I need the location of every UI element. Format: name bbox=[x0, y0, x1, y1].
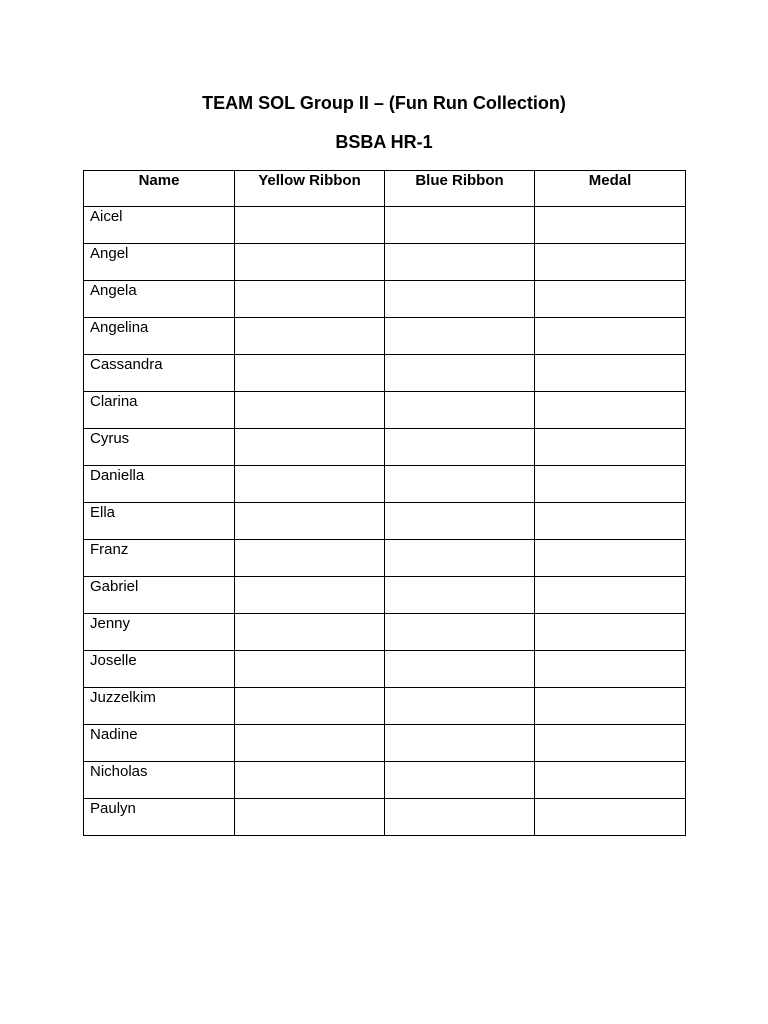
medal-cell bbox=[535, 244, 686, 281]
table-row bbox=[84, 799, 686, 836]
yellow-ribbon-cell bbox=[235, 725, 385, 762]
name-cell: Angela bbox=[84, 281, 235, 318]
name-cell: Clarina bbox=[84, 392, 235, 429]
table-row bbox=[84, 503, 686, 540]
medal-cell bbox=[535, 466, 686, 503]
yellow-ribbon-cell bbox=[235, 281, 385, 318]
yellow-ribbon-cell bbox=[235, 651, 385, 688]
column-header-name: Name bbox=[84, 171, 235, 207]
blue-ribbon-cell bbox=[385, 466, 535, 503]
table-row bbox=[84, 207, 686, 244]
name-cell: Nicholas bbox=[84, 762, 235, 799]
yellow-ribbon-cell bbox=[235, 540, 385, 577]
yellow-ribbon-cell bbox=[235, 429, 385, 466]
medal-cell bbox=[535, 725, 686, 762]
name-cell: Angel bbox=[84, 244, 235, 281]
medal-cell bbox=[535, 429, 686, 466]
name-cell: Jenny bbox=[84, 614, 235, 651]
blue-ribbon-cell bbox=[385, 614, 535, 651]
blue-ribbon-cell bbox=[385, 244, 535, 281]
name-cell: Ella bbox=[84, 503, 235, 540]
blue-ribbon-cell bbox=[385, 762, 535, 799]
blue-ribbon-cell bbox=[385, 355, 535, 392]
yellow-ribbon-cell bbox=[235, 799, 385, 836]
medal-cell bbox=[535, 318, 686, 355]
blue-ribbon-cell bbox=[385, 207, 535, 244]
blue-ribbon-cell bbox=[385, 281, 535, 318]
name-cell: Cassandra bbox=[84, 355, 235, 392]
table-row bbox=[84, 577, 686, 614]
roster-table bbox=[83, 170, 686, 836]
column-header-yellow-ribbon: Yellow Ribbon bbox=[235, 171, 385, 207]
medal-cell bbox=[535, 207, 686, 244]
document-title: TEAM SOL Group II – (Fun Run Collection) bbox=[202, 93, 566, 113]
name-cell: Cyrus bbox=[84, 429, 235, 466]
name-cell: Angelina bbox=[84, 318, 235, 355]
table-row bbox=[84, 466, 686, 503]
medal-cell bbox=[535, 799, 686, 836]
yellow-ribbon-cell bbox=[235, 466, 385, 503]
name-cell: Paulyn bbox=[84, 799, 235, 836]
name-cell: Daniella bbox=[84, 466, 235, 503]
blue-ribbon-cell bbox=[385, 725, 535, 762]
roster-body bbox=[84, 207, 686, 836]
table-row bbox=[84, 688, 686, 725]
yellow-ribbon-cell bbox=[235, 318, 385, 355]
yellow-ribbon-cell bbox=[235, 503, 385, 540]
table-row bbox=[84, 762, 686, 799]
blue-ribbon-cell bbox=[385, 651, 535, 688]
blue-ribbon-cell bbox=[385, 429, 535, 466]
document-subtitle: BSBA HR-1 bbox=[335, 132, 433, 152]
blue-ribbon-cell bbox=[385, 392, 535, 429]
blue-ribbon-cell bbox=[385, 799, 535, 836]
table-row bbox=[84, 392, 686, 429]
name-cell: Aicel bbox=[84, 207, 235, 244]
table-row bbox=[84, 244, 686, 281]
medal-cell bbox=[535, 503, 686, 540]
medal-cell bbox=[535, 540, 686, 577]
yellow-ribbon-cell bbox=[235, 577, 385, 614]
blue-ribbon-cell bbox=[385, 503, 535, 540]
blue-ribbon-cell bbox=[385, 688, 535, 725]
table-row bbox=[84, 281, 686, 318]
table-row bbox=[84, 614, 686, 651]
yellow-ribbon-cell bbox=[235, 207, 385, 244]
medal-cell bbox=[535, 688, 686, 725]
medal-cell bbox=[535, 281, 686, 318]
table-row bbox=[84, 318, 686, 355]
medal-cell bbox=[535, 762, 686, 799]
medal-cell bbox=[535, 614, 686, 651]
name-cell: Juzzelkim bbox=[84, 688, 235, 725]
table-row bbox=[84, 725, 686, 762]
table-row bbox=[84, 651, 686, 688]
table-header-row bbox=[84, 171, 686, 207]
yellow-ribbon-cell bbox=[235, 762, 385, 799]
name-cell: Gabriel bbox=[84, 577, 235, 614]
name-cell: Joselle bbox=[84, 651, 235, 688]
yellow-ribbon-cell bbox=[235, 392, 385, 429]
medal-cell bbox=[535, 651, 686, 688]
medal-cell bbox=[535, 355, 686, 392]
table-row bbox=[84, 429, 686, 466]
name-cell: Nadine bbox=[84, 725, 235, 762]
blue-ribbon-cell bbox=[385, 318, 535, 355]
table-row bbox=[84, 540, 686, 577]
medal-cell bbox=[535, 392, 686, 429]
yellow-ribbon-cell bbox=[235, 244, 385, 281]
name-cell: Franz bbox=[84, 540, 235, 577]
yellow-ribbon-cell bbox=[235, 614, 385, 651]
column-header-blue-ribbon: Blue Ribbon bbox=[385, 171, 535, 207]
blue-ribbon-cell bbox=[385, 577, 535, 614]
column-header-medal: Medal bbox=[535, 171, 686, 207]
medal-cell bbox=[535, 577, 686, 614]
table-row bbox=[84, 355, 686, 392]
yellow-ribbon-cell bbox=[235, 355, 385, 392]
yellow-ribbon-cell bbox=[235, 688, 385, 725]
blue-ribbon-cell bbox=[385, 540, 535, 577]
